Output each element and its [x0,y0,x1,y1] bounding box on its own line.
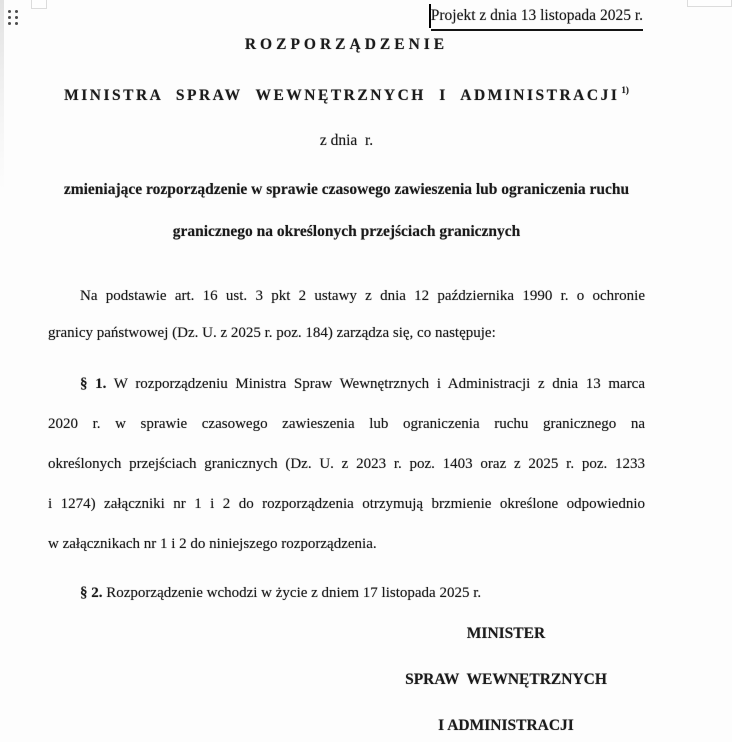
signature-ministry-line2[interactable]: I ADMINISTRACJI [438,717,574,734]
drag-handle-icon[interactable] [8,10,18,25]
body-line[interactable] [48,375,645,393]
body-line[interactable] [48,584,645,602]
subject-line[interactable]: zmieniające rozporządzenie w sprawie czasowego zawieszenia lub ograniczenia ruchu [63,181,630,198]
selection-handle-top-right [687,0,732,7]
body-line[interactable]: i 1274) załączniki nr 1 i 2 do rozporządzenia otrzymują brzmienie określone odpowiednio [48,496,645,512]
body-text[interactable]: W rozporządzeniu Ministra Spraw Wewnętrznych i Administracji z dnia 13 marca [106,376,645,392]
body-line[interactable]: Na podstawie art. 16 ust. 3 pkt 2 ustawy z dnia 12 października 1990 r. o ochronie [80,288,645,304]
section-2-label[interactable]: § 2. [80,585,103,601]
document-title[interactable]: ROZPORZĄDZENIE [244,36,449,53]
signature-minister[interactable]: MINISTER [466,625,546,642]
footnote-reference[interactable]: 1) [621,85,629,95]
project-date-text[interactable]: Projekt z dnia 13 listopada 2025 r. [431,4,643,31]
body-line[interactable]: granicy państwowej (Dz. U. z 2025 r. poz. 184) zarządza się, co następuje: [48,325,496,341]
signature-ministry-line1[interactable]: SPRAW WEWNĘTRZNYCH [405,671,607,688]
selection-handle-top-left [31,0,47,9]
issuing-authority[interactable] [48,85,645,106]
section-1-label[interactable]: § 1. [80,376,107,392]
body-text[interactable]: Rozporządzenie wchodzi w życie z dniem 17 listopada 2025 r. [102,585,482,601]
body-line[interactable]: w załącznikach nr 1 i 2 do niniejszego rozporządzenia. [48,536,377,552]
issuing-authority-text[interactable]: MINISTRA SPRAW WEWNĘTRZNYCH I ADMINISTRACJI [64,87,620,104]
subject-line[interactable]: granicznego na określonych przejściach granicznych [172,223,521,240]
date-placeholder-line[interactable]: z dnia r. [319,132,374,149]
body-line[interactable]: określonych przejściach granicznych (Dz. U. z 2023 r. poz. 1403 oraz z 2025 r. poz. 1233 [48,456,645,472]
page-edge-shadow [0,0,4,190]
project-date-note[interactable] [429,4,643,31]
body-line[interactable]: 2020 r. w sprawie czasowego zawieszenia lub ograniczenia ruchu granicznego na [48,416,645,432]
